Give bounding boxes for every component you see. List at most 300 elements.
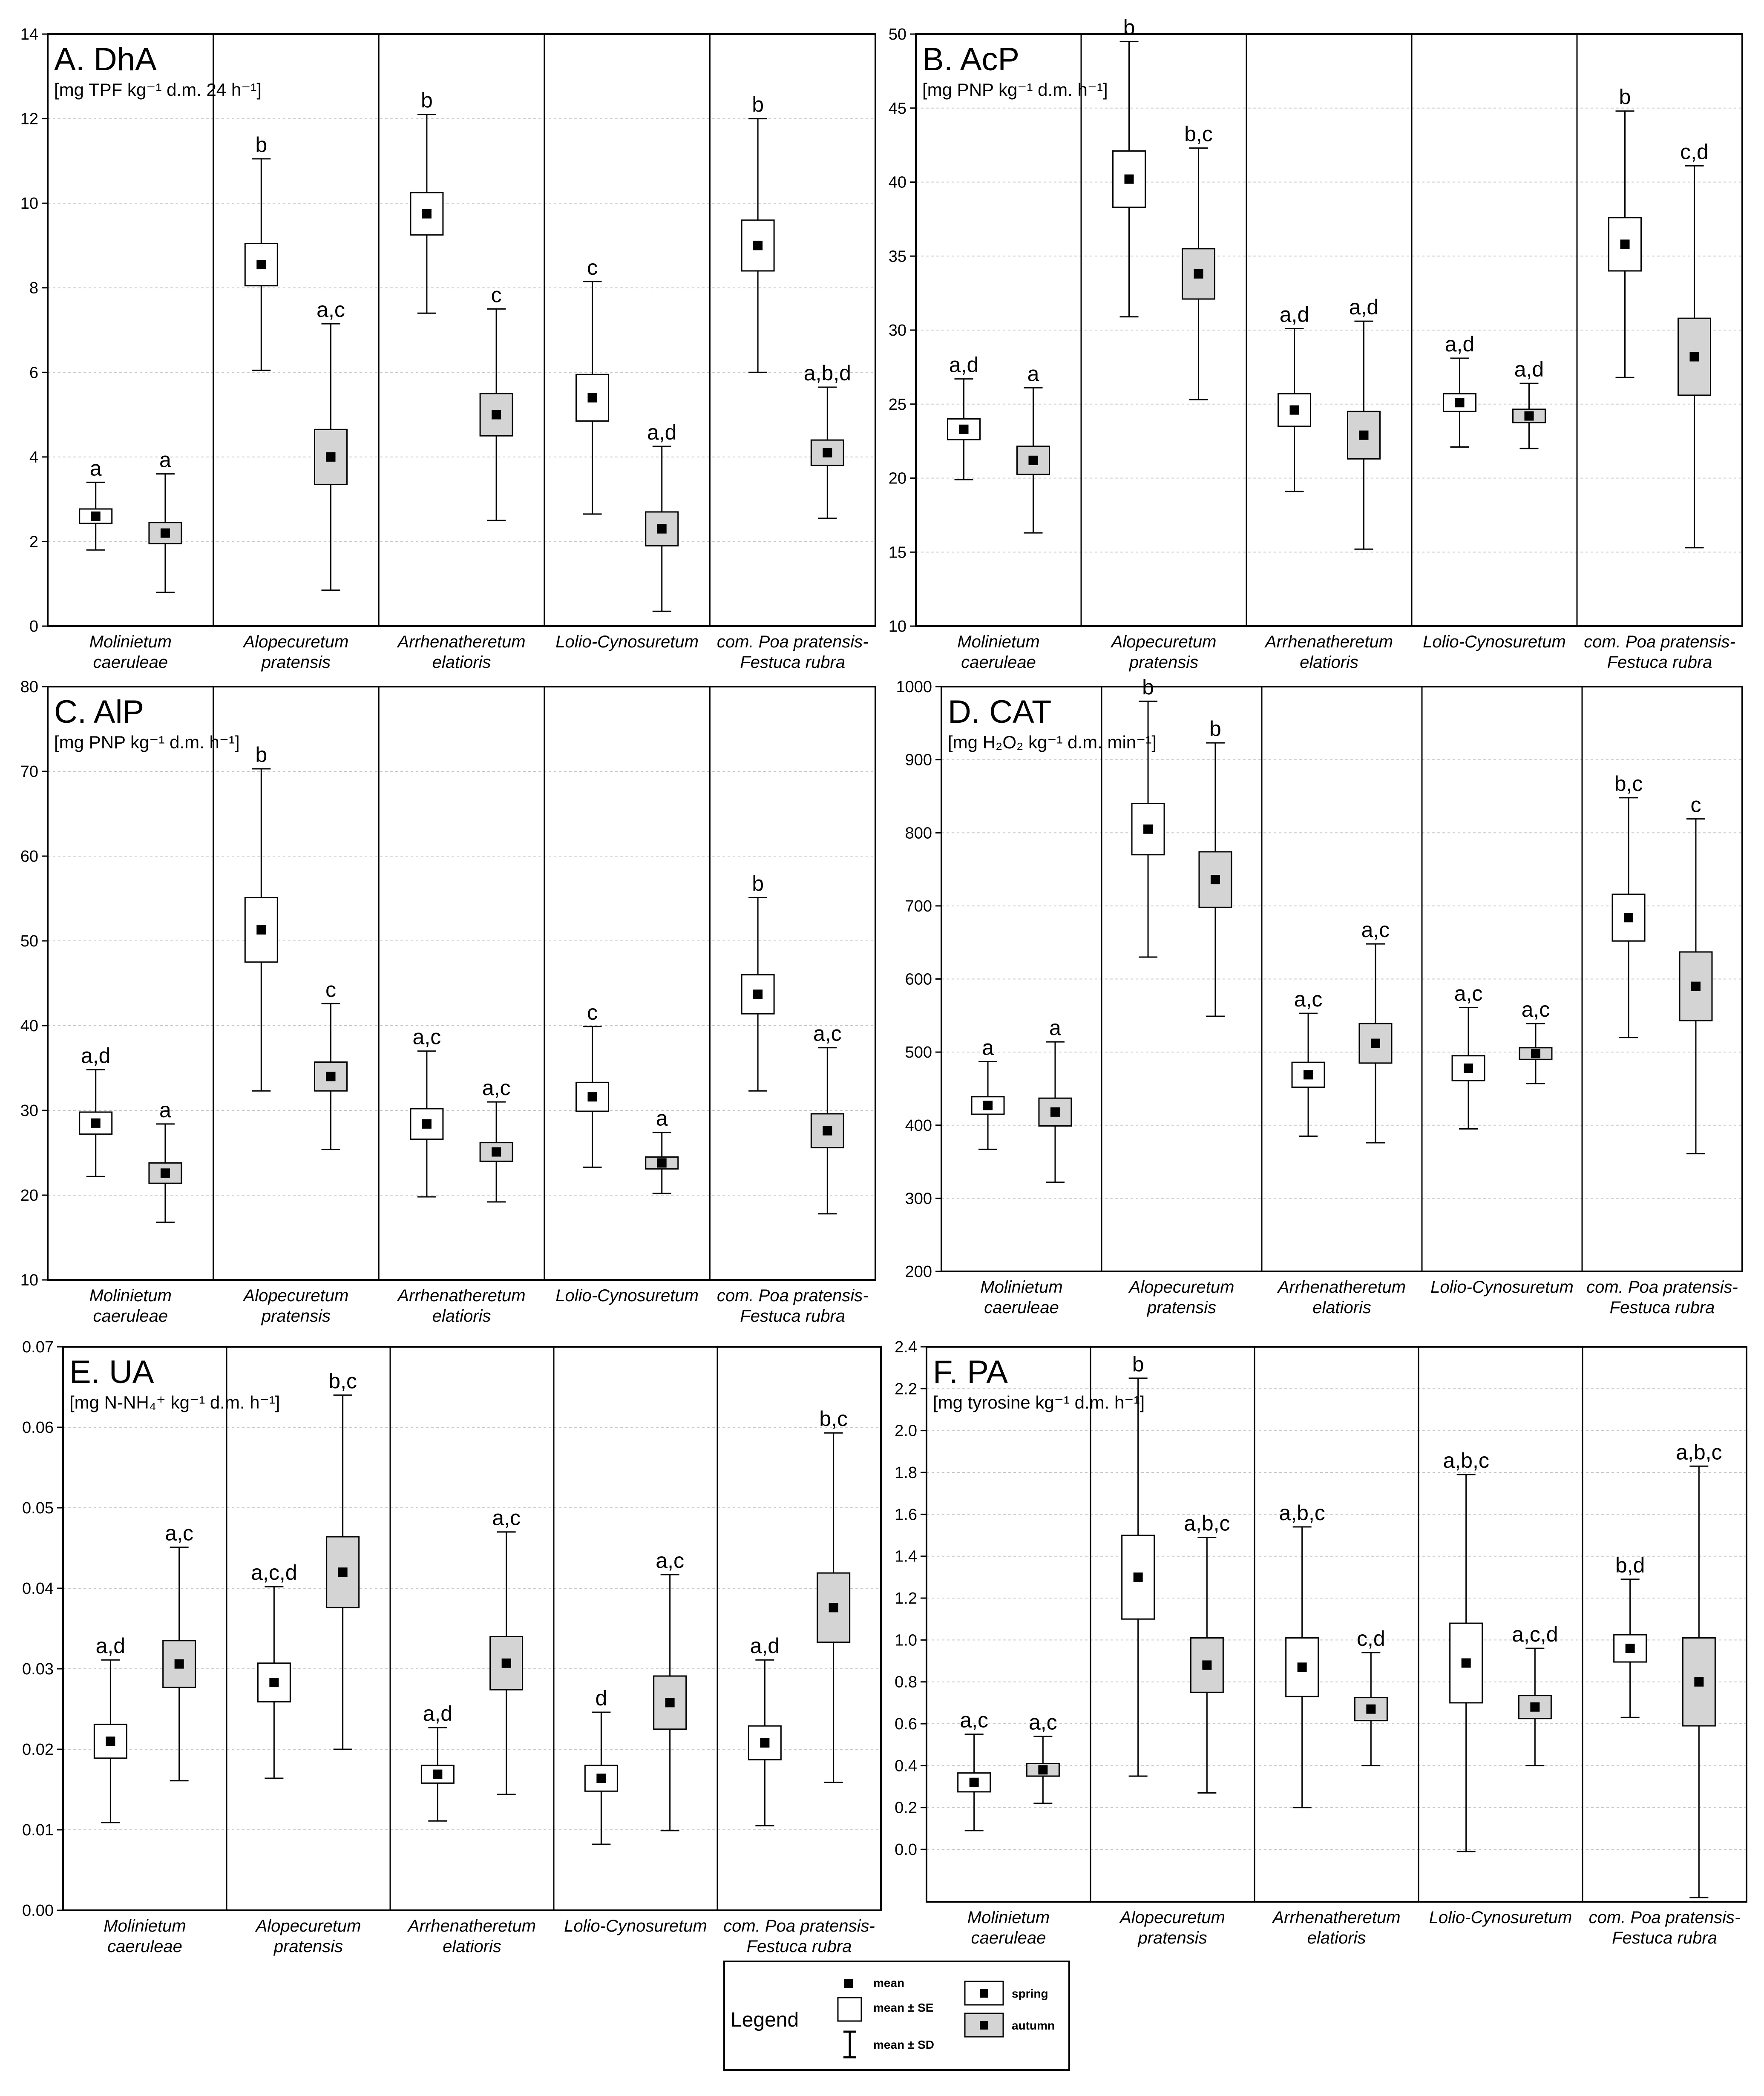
box-spring-2 [245, 133, 277, 370]
box-autumn-5 [804, 361, 851, 518]
mean-marker [1530, 1702, 1540, 1712]
y-tick-label: 700 [905, 897, 932, 915]
category-label: Molinietum [89, 633, 172, 651]
panel-title: C. AlP [54, 694, 144, 730]
category-label: Lolio-Cynosuretum [555, 633, 699, 651]
mean-marker [422, 1119, 432, 1129]
category-label: Molinietum [980, 1278, 1063, 1297]
box-spring-5 [742, 93, 774, 373]
panel-6 [895, 1338, 1747, 1947]
box-autumn-5 [1678, 140, 1710, 548]
y-tick-label: 900 [905, 751, 932, 769]
significance-label: a [656, 1106, 668, 1130]
significance-label: a,b,c [1184, 1511, 1230, 1535]
y-tick-label: 600 [905, 970, 932, 989]
box-spring-2 [245, 743, 277, 1091]
box-spring-1 [94, 1634, 127, 1823]
legend-autumn-label: autumn [1012, 2019, 1055, 2032]
mean-marker [492, 410, 501, 420]
significance-label: a,c [412, 1025, 441, 1049]
mean-marker [760, 1738, 769, 1748]
mean-marker [422, 209, 432, 219]
significance-label: b,c [819, 1407, 848, 1431]
significance-label: a,c [1294, 987, 1323, 1012]
significance-label: a,c [492, 1506, 521, 1530]
y-tick-label: 10 [20, 1271, 38, 1289]
box-spring-4 [585, 1686, 617, 1844]
significance-label: a [89, 456, 102, 480]
y-tick-label: 0.6 [895, 1715, 917, 1734]
legend-mean-label: mean [873, 1976, 905, 1990]
mean-marker [657, 1158, 667, 1167]
box-autumn-3 [480, 1076, 512, 1202]
significance-label: b,c [328, 1369, 357, 1393]
box-spring-3 [421, 1702, 454, 1821]
box-autumn-1 [149, 1098, 181, 1222]
significance-label: b [752, 92, 764, 117]
significance-label: a,c [1454, 981, 1483, 1006]
mean-marker [1050, 1107, 1060, 1117]
mean-marker [1290, 405, 1299, 415]
significance-label: c [1690, 793, 1701, 817]
panel-3 [20, 678, 875, 1325]
y-tick-label: 20 [20, 1187, 38, 1205]
mean-marker [587, 393, 597, 403]
category-label: Alopecuretum [1120, 1908, 1225, 1927]
category-label: Alopecuretum [243, 1286, 349, 1305]
y-tick-label: 14 [20, 26, 38, 43]
category-label: elatioris [443, 1937, 501, 1956]
category-label: Festuca rubra [1609, 1298, 1715, 1317]
box-autumn-4 [1519, 998, 1552, 1084]
category-label: Lolio-Cynosuretum [1430, 1278, 1574, 1297]
mean-marker [753, 241, 763, 250]
significance-label: d [595, 1686, 607, 1711]
legend [724, 1961, 1069, 2070]
mean-marker [1211, 875, 1220, 884]
category-label: elatioris [1307, 1929, 1366, 1947]
mean-marker [1531, 1049, 1540, 1058]
box-spring-1 [958, 1708, 990, 1831]
significance-label: c [325, 978, 337, 1002]
mean-marker [587, 1092, 597, 1101]
legend-spring-label: spring [1012, 1987, 1048, 2000]
y-tick-label: 2 [29, 533, 38, 551]
significance-label: a,d [1279, 302, 1309, 327]
y-tick-label: 30 [888, 322, 906, 339]
y-tick-label: 50 [20, 932, 38, 950]
significance-label: b [1209, 717, 1221, 741]
significance-label: b [255, 132, 268, 157]
y-tick-label: 0.8 [895, 1673, 917, 1691]
mean-marker [492, 1147, 501, 1157]
box-spring-3 [1292, 987, 1324, 1136]
y-tick-label: 4 [29, 448, 38, 466]
panel-title: F. PA [933, 1354, 1008, 1390]
box-spring-5 [742, 872, 774, 1091]
significance-label: b,c [1184, 122, 1213, 146]
category-label: com. Poa pratensis- [717, 633, 869, 651]
category-label: elatioris [432, 653, 491, 672]
box-spring-2 [1132, 675, 1164, 957]
mean-marker [1620, 239, 1630, 249]
significance-label: a,c,d [1512, 1622, 1558, 1647]
category-label: Festuca rubra [1612, 1929, 1717, 1947]
y-tick-label: 0 [29, 618, 38, 635]
y-tick-label: 0.07 [22, 1338, 54, 1356]
significance-label: a,c [656, 1548, 684, 1573]
significance-label: a,b,c [1279, 1501, 1325, 1525]
mean-marker [823, 448, 832, 457]
category-label: Alopecuretum [1111, 633, 1217, 651]
mean-marker [106, 1737, 115, 1746]
significance-label: b [1123, 15, 1135, 40]
legend-se-label: mean ± SE [873, 2001, 934, 2014]
box-autumn-1 [163, 1521, 196, 1781]
significance-label: a,c [813, 1021, 842, 1046]
mean-marker [1624, 913, 1633, 922]
mean-marker [1143, 825, 1153, 834]
category-label: Festuca rubra [1607, 653, 1712, 672]
mean-marker [970, 1778, 979, 1787]
y-tick-label: 15 [888, 543, 906, 562]
category-label: com. Poa pratensis- [1584, 633, 1735, 651]
panel-unit: [mg N-NH₄⁺ kg⁻¹ d.m. h⁻¹] [69, 1392, 280, 1412]
box-spring-5 [1614, 1553, 1646, 1718]
mean-marker [175, 1659, 184, 1669]
category-label: Festuca rubra [746, 1937, 852, 1956]
mean-marker [823, 1126, 832, 1136]
box-autumn-5 [1676, 1440, 1722, 1898]
mean-marker [1689, 352, 1699, 362]
y-tick-label: 2.4 [895, 1338, 917, 1356]
box-autumn-2 [327, 1369, 359, 1749]
significance-label: a [159, 1098, 171, 1122]
box-autumn-3 [1359, 918, 1392, 1143]
category-label: Festuca rubra [740, 1307, 846, 1325]
mean-marker [1359, 431, 1368, 440]
y-tick-label: 400 [905, 1116, 932, 1135]
mean-marker [1524, 411, 1534, 421]
significance-label: a,d [1445, 332, 1475, 357]
box-spring-2 [1122, 1352, 1154, 1776]
significance-label: a,b,c [1443, 1448, 1489, 1472]
significance-label: c [491, 283, 502, 307]
y-tick-label: 60 [20, 848, 38, 865]
category-label: Arrhenatheretum [1272, 1908, 1401, 1927]
mean-marker [753, 989, 763, 999]
significance-label: b [1619, 85, 1631, 109]
significance-label: b [1132, 1352, 1144, 1376]
box-autumn-2 [1182, 122, 1214, 400]
mean-marker [1125, 175, 1134, 184]
y-tick-label: 10 [888, 618, 906, 635]
significance-label: a,c [482, 1076, 511, 1100]
category-label: caeruleae [107, 1937, 182, 1956]
mean-marker [161, 529, 170, 538]
category-label: Molinietum [104, 1917, 186, 1935]
category-label: Lolio-Cynosuretum [1429, 1908, 1572, 1927]
significance-label: a,c [165, 1521, 193, 1545]
mean-marker [1304, 1070, 1313, 1079]
category-label: Arrhenatheretum [1278, 1278, 1406, 1297]
box-spring-2 [1113, 15, 1145, 316]
y-tick-label: 40 [20, 1017, 38, 1035]
significance-label: a,d [95, 1634, 126, 1658]
mean-marker [1691, 982, 1701, 991]
mean-marker [502, 1659, 511, 1668]
significance-label: c,d [1356, 1626, 1385, 1650]
category-label: Molinietum [89, 1286, 172, 1305]
mean-marker [983, 1101, 993, 1110]
y-tick-label: 35 [888, 247, 906, 266]
panel-4 [896, 675, 1742, 1317]
significance-label: a,d [1349, 295, 1379, 319]
box-spring-3 [411, 1025, 443, 1197]
category-label: Arrhenatheretum [397, 1286, 526, 1305]
box-spring-1 [948, 353, 980, 480]
significance-label: c [587, 255, 598, 279]
significance-label: a,c [1361, 918, 1390, 942]
significance-label: a,d [647, 420, 677, 445]
y-tick-label: 25 [888, 395, 906, 414]
mean-marker [1464, 1064, 1473, 1073]
mean-marker [326, 452, 336, 462]
significance-label: a,c [1028, 1710, 1057, 1734]
category-label: caeruleae [93, 1307, 168, 1325]
mean-marker [433, 1770, 442, 1779]
box-autumn-4 [1513, 357, 1545, 449]
category-label: elatioris [1312, 1298, 1371, 1317]
mean-marker [1194, 269, 1203, 279]
panel-5 [22, 1338, 881, 1956]
panel-2 [889, 15, 1742, 672]
category-label: com. Poa pratensis- [717, 1286, 869, 1305]
box-autumn-2 [315, 298, 347, 590]
y-tick-label: 50 [888, 26, 906, 43]
y-tick-label: 0.01 [22, 1821, 54, 1839]
panel-unit: [mg PNP kg⁻¹ d.m. h⁻¹] [54, 732, 240, 752]
significance-label: a,d [1514, 357, 1544, 382]
box-autumn-3 [490, 1506, 523, 1794]
significance-label: b [752, 871, 764, 896]
y-tick-label: 20 [888, 469, 906, 488]
significance-label: b,c [1614, 771, 1643, 796]
category-label: Lolio-Cynosuretum [564, 1917, 707, 1935]
mean-marker [1202, 1660, 1211, 1670]
significance-label: a [1027, 362, 1039, 386]
significance-label: a,b,c [1676, 1440, 1722, 1464]
y-tick-label: 500 [905, 1044, 932, 1062]
box-spring-5 [1609, 85, 1641, 378]
significance-label: b [1142, 675, 1154, 699]
y-tick-label: 30 [20, 1102, 38, 1120]
mean-marker [269, 1678, 279, 1687]
box-autumn-1 [149, 448, 181, 592]
mean-marker [657, 524, 667, 534]
category-label: caeruleae [961, 653, 1036, 672]
y-tick-label: 1000 [896, 678, 932, 696]
category-label: pratensis [273, 1937, 343, 1956]
mean-marker [91, 1118, 101, 1128]
y-tick-label: 0.4 [895, 1757, 917, 1775]
mean-marker [91, 512, 101, 521]
y-tick-label: 2.2 [895, 1380, 917, 1398]
category-label: Alopecuretum [1129, 1278, 1235, 1297]
y-tick-label: 6 [29, 364, 38, 382]
box-autumn-2 [1184, 1511, 1230, 1793]
significance-label: a [982, 1035, 994, 1060]
significance-label: a,c,d [251, 1561, 297, 1585]
panel-unit: [mg H₂O₂ kg⁻¹ d.m. min⁻¹] [948, 732, 1157, 752]
box-spring-5 [748, 1634, 781, 1826]
box-autumn-3 [1355, 1627, 1387, 1766]
panel-unit: [mg TPF kg⁻¹ d.m. 24 h⁻¹] [54, 80, 262, 100]
panel-title: B. AcP [922, 41, 1020, 78]
y-tick-label: 0.00 [22, 1902, 54, 1920]
category-label: Alopecuretum [243, 633, 349, 651]
box-autumn-3 [1347, 295, 1380, 549]
box-autumn-1 [1027, 1711, 1059, 1803]
y-tick-label: 10 [20, 195, 38, 213]
y-tick-label: 1.8 [895, 1464, 917, 1482]
box-spring-3 [411, 89, 443, 313]
y-tick-label: 1.0 [895, 1631, 917, 1650]
category-label: com. Poa pratensis- [723, 1917, 875, 1935]
y-tick-label: 2.0 [895, 1422, 917, 1440]
box-spring-4 [1444, 332, 1476, 447]
panel-unit: [mg tyrosine kg⁻¹ d.m. h⁻¹] [933, 1392, 1145, 1412]
mean-marker [1298, 1662, 1307, 1672]
panel-title: E. UA [69, 1354, 154, 1390]
mean-marker [1366, 1705, 1376, 1714]
mean-marker [1462, 1658, 1471, 1668]
category-label: Molinietum [957, 633, 1040, 651]
mean-marker [1371, 1039, 1380, 1048]
box-spring-4 [1443, 1449, 1489, 1852]
significance-label: c [587, 1000, 598, 1024]
category-label: pratensis [1147, 1298, 1217, 1317]
category-label: pratensis [1129, 653, 1199, 672]
category-label: Festuca rubra [740, 653, 846, 672]
box-autumn-1 [1017, 362, 1049, 533]
box-autumn-5 [1680, 793, 1712, 1154]
category-label: caeruleae [93, 653, 168, 672]
category-label: com. Poa pratensis- [1588, 1908, 1741, 1927]
box-autumn-4 [654, 1549, 686, 1831]
significance-label: a,c [317, 298, 345, 322]
mean-marker [665, 1698, 675, 1707]
y-tick-label: 0.04 [22, 1580, 54, 1598]
box-autumn-3 [480, 283, 512, 520]
mean-marker [1028, 456, 1038, 465]
y-tick-label: 1.6 [895, 1506, 917, 1524]
significance-label: a [159, 448, 171, 472]
significance-label: c,d [1680, 140, 1709, 164]
category-label: pratensis [261, 1307, 331, 1325]
legend-title: Legend [731, 2009, 799, 2031]
panel-unit: [mg PNP kg⁻¹ d.m. h⁻¹] [922, 80, 1108, 100]
category-label: com. Poa pratensis- [1586, 1278, 1738, 1297]
significance-label: a,d [750, 1634, 780, 1658]
box-spring-4 [576, 256, 608, 514]
mean-marker [1038, 1765, 1047, 1774]
category-label: pratensis [1138, 1929, 1207, 1947]
mean-marker [1455, 398, 1465, 407]
y-tick-label: 1.4 [895, 1547, 917, 1566]
box-autumn-1 [1039, 1016, 1071, 1182]
box-autumn-4 [646, 1107, 678, 1193]
plot-frame [927, 1347, 1747, 1902]
legend-se-marker [838, 1998, 861, 2021]
mean-marker [1626, 1644, 1635, 1653]
category-label: Arrhenatheretum [408, 1917, 536, 1935]
y-tick-label: 800 [905, 824, 932, 842]
y-tick-label: 300 [905, 1190, 932, 1208]
significance-label: a,d [81, 1044, 111, 1068]
mean-marker [1134, 1573, 1143, 1582]
y-tick-label: 80 [20, 678, 38, 696]
category-label: Molinietum [967, 1908, 1050, 1927]
significance-label: a [1049, 1016, 1061, 1040]
category-label: Arrhenatheretum [397, 633, 526, 651]
category-label: Arrhenatheretum [1265, 633, 1393, 651]
mean-marker [596, 1774, 606, 1783]
y-tick-label: 0.02 [22, 1741, 54, 1759]
category-label: Lolio-Cynosuretum [555, 1286, 699, 1305]
category-label: Lolio-Cynosuretum [1423, 633, 1566, 651]
category-label: Alopecuretum [256, 1917, 361, 1935]
mean-marker [829, 1603, 838, 1612]
legend-sd-label: mean ± SD [873, 2038, 934, 2051]
significance-label: a,b,d [803, 361, 851, 385]
y-tick-label: 0.03 [22, 1660, 54, 1678]
y-tick-label: 1.2 [895, 1590, 917, 1608]
significance-label: a,c [1521, 998, 1550, 1022]
y-tick-label: 45 [888, 99, 906, 118]
box-spring-1 [972, 1035, 1004, 1149]
mean-marker [338, 1567, 348, 1577]
legend-autumn-mean [980, 2021, 988, 2030]
significance-label: a,d [949, 353, 979, 377]
category-label: elatioris [1300, 653, 1358, 672]
significance-label: b [255, 743, 268, 767]
y-tick-label: 0.2 [895, 1799, 917, 1817]
panel-title: A. DhA [54, 41, 157, 78]
box-spring-3 [1279, 1501, 1325, 1808]
panel-title: D. CAT [948, 694, 1052, 730]
significance-label: b,d [1615, 1553, 1645, 1577]
box-spring-5 [1612, 772, 1645, 1038]
box-spring-4 [1452, 981, 1485, 1129]
box-spring-1 [80, 456, 112, 550]
significance-label: b [420, 88, 433, 112]
mean-marker [256, 925, 266, 934]
box-autumn-5 [811, 1022, 843, 1214]
box-autumn-2 [1199, 717, 1232, 1016]
y-tick-label: 70 [20, 763, 38, 781]
mean-marker [256, 260, 266, 269]
box-autumn-4 [646, 420, 678, 611]
box-autumn-4 [1512, 1622, 1558, 1765]
y-tick-label: 0.06 [22, 1419, 54, 1437]
mean-marker [1694, 1677, 1704, 1687]
mean-marker [161, 1168, 170, 1178]
y-tick-label: 200 [905, 1263, 932, 1281]
y-tick-label: 40 [888, 173, 906, 192]
category-label: pratensis [261, 653, 331, 672]
significance-label: a,d [423, 1701, 453, 1725]
